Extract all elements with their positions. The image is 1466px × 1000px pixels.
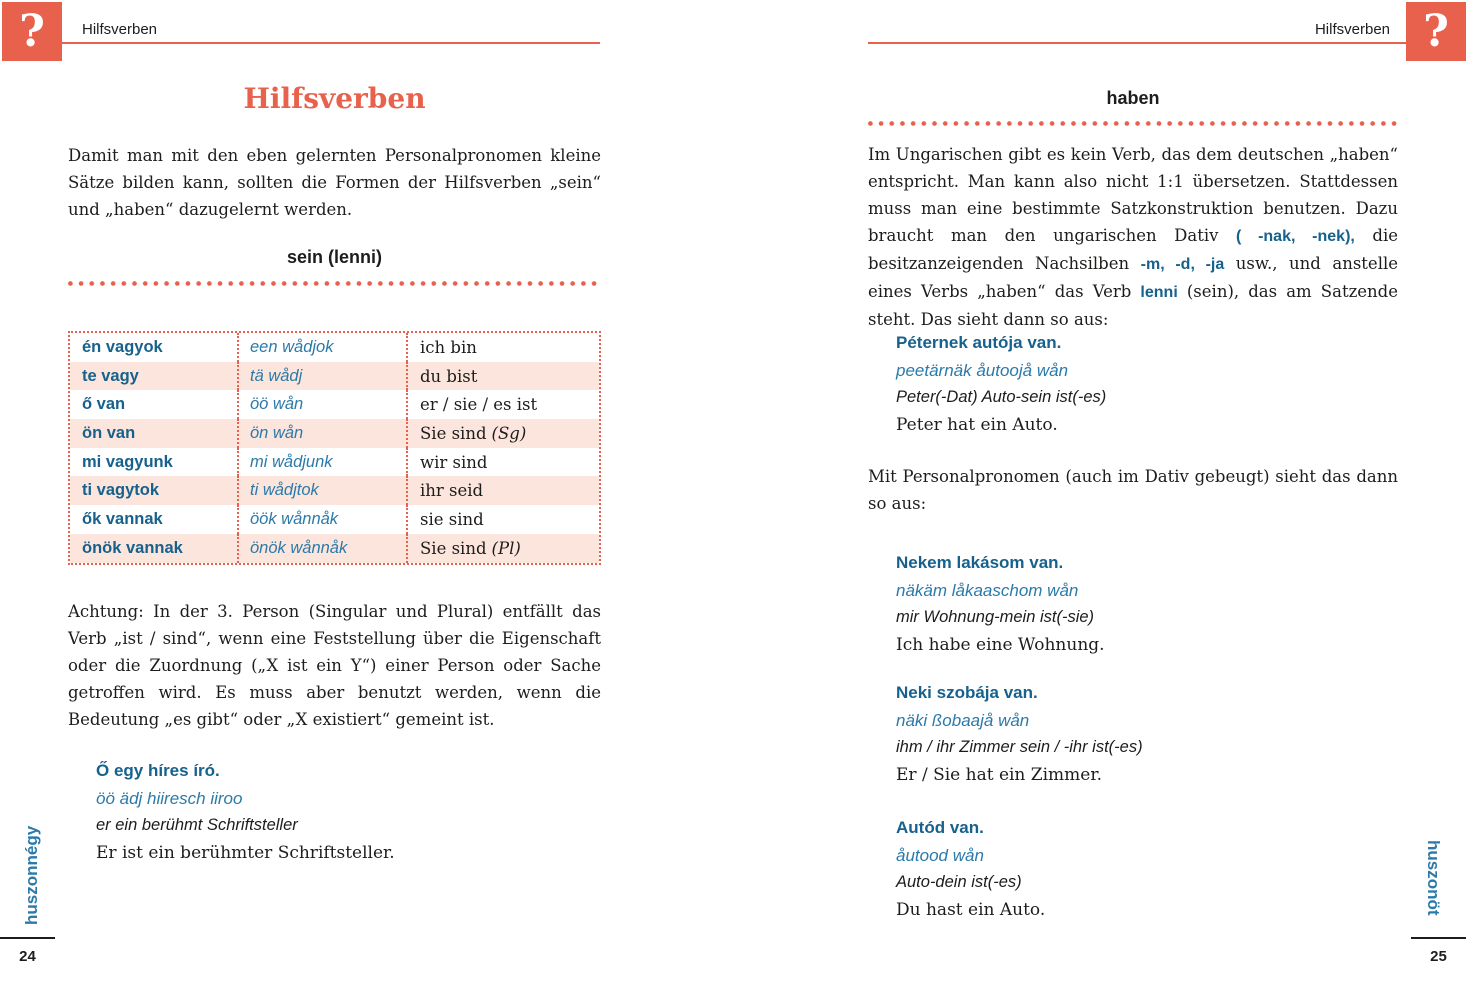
example-pronunciation: åutood wån bbox=[896, 845, 984, 865]
note-paragraph: Achtung: In der 3. Person (Singular und Plural) entfällt das Verb „ist / sind“, wenn eine Feststellung über die Eigenschaft oder die Zuordnung („X ist ein Y“) einer Person oder Sache getroffen wird. Es muss aber benutzt werden, wenn die Bedeutung „es gibt“ oder „X existiert“ gemeint ist. bbox=[68, 602, 601, 729]
conjugation-table bbox=[68, 331, 601, 565]
between-paragraph: Mit Personalpronomen (auch im Dativ gebeugt) sieht das dann so aus: bbox=[868, 467, 1398, 513]
table-row bbox=[70, 362, 599, 391]
hungarian-cell: önök vannak bbox=[82, 538, 183, 557]
example-pronunciation: näki ßobaajå wån bbox=[896, 710, 1030, 730]
page-number: 24 bbox=[19, 948, 36, 965]
pronunciation-cell: mi wådjunk bbox=[237, 448, 406, 477]
pronunciation-cell: ti wådjtok bbox=[237, 476, 406, 505]
dotted-divider bbox=[68, 281, 601, 286]
intro-paragraph: Im Ungarischen gibt es kein Verb, das dem deutschen „haben“ entspricht. Man kann also nicht 1:1 übersetzen. Stattdessen muss man eine bestimmte Satzkonstruktion benutzen. Dazu braucht man den ungarischen Dativ ( -nak, -nek), die besitzanzeigenden Nachsilben -m, -d, -ja usw., und anstelle eines Verbs „haben“ das Verb lenni (sein), das am Satzende steht. Das sieht dann so aus: bbox=[868, 145, 1399, 329]
german-text: du bist bbox=[420, 366, 478, 386]
example-german: Du hast ein Auto. bbox=[896, 899, 1046, 920]
table-row bbox=[70, 505, 599, 534]
hungarian-cell: ő van bbox=[82, 395, 126, 414]
hungarian-cell: ti vagytok bbox=[82, 481, 160, 500]
example-gloss: Peter(-Dat) Auto-sein ist(-es) bbox=[896, 388, 1107, 406]
table-row bbox=[70, 534, 599, 563]
german-cell bbox=[406, 448, 597, 477]
german-text: wir sind bbox=[420, 452, 488, 472]
page-number: 25 bbox=[1430, 948, 1447, 965]
pronunciation-cell: tä wådj bbox=[237, 362, 406, 391]
page-number-rule bbox=[0, 937, 55, 939]
pronunciation-cell: öök wånnåk bbox=[237, 505, 406, 534]
example-block bbox=[896, 549, 1105, 659]
example-pronunciation: näkäm låkaaschom wån bbox=[896, 580, 1079, 600]
german-text: ihr seid bbox=[420, 481, 484, 501]
german-cell bbox=[406, 333, 597, 362]
header-rule bbox=[868, 42, 1406, 44]
example-gloss: Auto-dein ist(-es) bbox=[896, 873, 1022, 891]
example-hungarian: Ő egy híres író. bbox=[96, 761, 220, 780]
example-hungarian: Nekem lakásom van. bbox=[896, 553, 1064, 572]
german-text: ich bin bbox=[420, 337, 477, 357]
example-hungarian: Neki szobája van. bbox=[896, 683, 1038, 702]
table-row bbox=[70, 419, 599, 448]
margin-number-word: huszonöt bbox=[1424, 840, 1443, 916]
table-row bbox=[70, 476, 599, 505]
example-block bbox=[896, 814, 1045, 924]
table-row bbox=[70, 333, 599, 362]
table-heading: sein (lenni) bbox=[286, 247, 382, 267]
hungarian-cell: te vagy bbox=[82, 366, 139, 385]
example-pronunciation: peetärnäk åutoojå wån bbox=[896, 360, 1069, 380]
page-number-rule bbox=[1411, 937, 1466, 939]
pronunciation-cell: önök wånnåk bbox=[237, 534, 406, 563]
hungarian-cell: mi vagyunk bbox=[82, 452, 173, 471]
running-head: Hilfsverben bbox=[1314, 21, 1390, 38]
example-german: Ich habe eine Wohnung. bbox=[896, 634, 1105, 655]
page-title: Hilfsverben bbox=[243, 82, 426, 115]
example-gloss: mir Wohnung-mein ist(-sie) bbox=[896, 608, 1095, 626]
german-text: Sie sind bbox=[420, 423, 487, 443]
german-text: Sie sind bbox=[420, 538, 487, 558]
german-cell bbox=[406, 476, 597, 505]
right-page bbox=[733, 0, 1466, 1000]
example-german: Peter hat ein Auto. bbox=[896, 414, 1058, 435]
table-row bbox=[70, 390, 599, 419]
hungarian-cell: ön van bbox=[82, 423, 136, 442]
example-hungarian: Péternek autója van. bbox=[896, 333, 1062, 352]
german-cell bbox=[406, 505, 597, 534]
german-cell bbox=[406, 362, 597, 391]
german-text: sie sind bbox=[420, 509, 484, 529]
margin-number-word: huszonnégy bbox=[22, 825, 41, 925]
pronunciation-cell: öö wån bbox=[237, 390, 406, 419]
hungarian-cell: ők vannak bbox=[82, 509, 163, 528]
german-cell bbox=[406, 390, 597, 419]
pronunciation-cell: ön wån bbox=[237, 419, 406, 448]
question-mark-icon: ? bbox=[1406, 2, 1466, 61]
grammar-note: (Pl) bbox=[491, 538, 521, 558]
example-hungarian: Autód van. bbox=[896, 818, 984, 837]
hungarian-cell: én vagyok bbox=[82, 337, 163, 356]
example-block bbox=[896, 679, 1143, 789]
question-mark-icon: ? bbox=[2, 2, 62, 61]
header-rule bbox=[62, 42, 600, 44]
table-row bbox=[70, 448, 599, 477]
intro-paragraph: Damit man mit den eben gelernten Personalpronomen kleine Sätze bilden kann, sollten die Formen der Hilfsverben „sein“ und „haben“ dazugelernt werden. bbox=[68, 146, 601, 219]
example-block bbox=[896, 329, 1106, 439]
german-text: er / sie / es ist bbox=[420, 395, 538, 415]
example-gloss: ihm / ihr Zimmer sein / -ihr ist(-es) bbox=[896, 738, 1143, 756]
section-heading: haben bbox=[1106, 88, 1160, 108]
example-gloss: er ein berühmt Schriftsteller bbox=[96, 816, 298, 834]
example-german: Er ist ein berühmter Schriftsteller. bbox=[96, 842, 395, 863]
german-cell bbox=[406, 534, 597, 563]
dotted-divider bbox=[868, 121, 1398, 126]
example-block bbox=[96, 757, 395, 867]
german-cell bbox=[406, 419, 597, 448]
example-german: Er / Sie hat ein Zimmer. bbox=[896, 764, 1103, 785]
running-head: Hilfsverben bbox=[82, 21, 158, 38]
example-pronunciation: öö ädj hiiresch iiroo bbox=[96, 788, 243, 808]
grammar-note: (Sg) bbox=[491, 423, 527, 443]
pronunciation-cell: een wådjok bbox=[237, 333, 406, 362]
